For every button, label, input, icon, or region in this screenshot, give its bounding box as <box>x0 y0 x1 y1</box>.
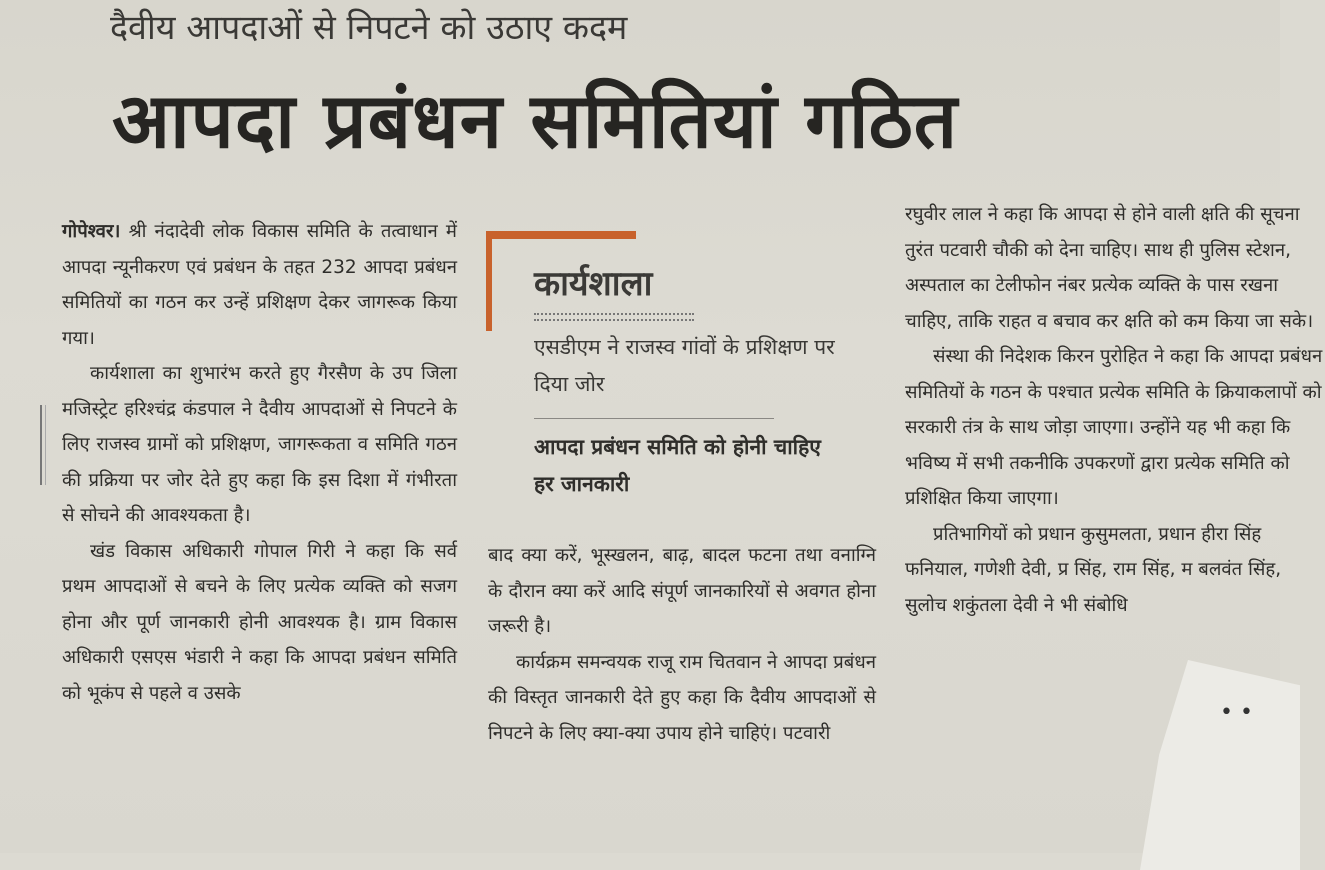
paragraph-5: कार्यक्रम समन्वयक राजू राम चितवान ने आपदा प्रबंधन की विस्तृत जानकारी देते हुए कहा कि दैवीय आपदाओं से निपटने के लिए क्या-क्या उपाय होने चाहिएं। पटवारी <box>488 651 876 744</box>
article-headline: आपदा प्रबंधन समितियां गठित <box>112 76 959 165</box>
dateline: गोपेश्वर। <box>62 221 121 242</box>
paragraph-8: प्रतिभागियों को प्रधान कुसुमलता, प्रधान हीरा सिंह फनियाल, गणेशी देवी, प्र सिंह, राम सिंह, म बलवंत सिंह, सुलोच शकुंतला देवी ने भी संबोधि <box>905 523 1282 616</box>
article-kicker: दैवीय आपदाओं से निपटने को उठाए कदम <box>110 8 628 48</box>
accent-bar-horizontal <box>486 231 636 239</box>
box-title: कार्यशाला <box>534 264 653 304</box>
box-subheading-1: एसडीएम ने राजस्व गांवों के प्रशिक्षण पर दिया जोर <box>534 335 835 396</box>
column-2 <box>488 538 876 751</box>
paragraph-4: बाद क्या करें, भूस्खलन, बाढ़, बादल फटना तथा वनाग्नि के दौरान क्या करें आदि संपूर्ण जानकारियों से अवगत होना जरूरी है। <box>488 545 876 637</box>
paragraph-7: संस्था की निदेशक किरन पुरोहित ने कहा कि आपदा प्रबंधन समितियों के गठन के पश्चात प्रत्येक समिति के क्रियाकलापों को सरकारी तंत्र के साथ जोड़ा जाएगा। उन्होंने यह भी कहा कि भविष्य में सभी तकनीकि उपकरणों द्वारा प्रत्येक समिति को प्रशिक्षित किया जाएगा। <box>905 346 1323 509</box>
box-subheading-2: आपदा प्रबंधन समिति को होनी चाहिए हर जानकारी <box>534 435 821 496</box>
fold-ink-dots: • • <box>1220 700 1253 725</box>
paragraph-3: खंड विकास अधिकारी गोपाल गिरी ने कहा कि सर्व प्रथम आपदाओं से बचने के लिए प्रत्येक व्यक्ति को सजग होना और पूर्ण जानकारी होनी आवश्यक है। ग्राम विकास अधिकारी एसएस भंडारी ने कहा कि आपदा प्रबंधन समिति को भूकंप से पहले व उसके <box>62 540 457 704</box>
paragraph-1 <box>62 214 457 356</box>
folded-corner <box>1140 660 1300 870</box>
column-1 <box>62 214 457 711</box>
paragraph-1-text: श्री नंदादेवी लोक विकास समिति के तत्वाधान में आपदा न्यूनीकरण एवं प्रबंधन के तहत 232 आपदा प्रबंधन समितियों का गठन कर उन्हें प्रशिक्षण देकर जागरूक किया गया। <box>62 221 457 349</box>
box-divider <box>534 418 774 419</box>
paragraph-6: रघुवीर लाल ने कहा कि आपदा से होने वाली क्षति की सूचना तुरंत पटवारी चौकी को देना चाहिए। साथ ही पुलिस स्टेशन, अस्पताल का टेलीफोन नंबर प्रत्येक व्यक्ति के पास रखना चाहिए, ताकि राहत व बचाव कर क्षति को कम किया जा सके। <box>905 204 1314 332</box>
staple-mark <box>40 405 46 485</box>
box-dotted-rule <box>534 313 694 321</box>
column-3 <box>905 197 1325 623</box>
paragraph-2: कार्यशाला का शुभारंभ करते हुए गैरसैण के उप जिला मजिस्ट्रेट हरिश्चंद्र कंडपाल ने दैवीय आपदाओं से निपटने के लिए राजस्व ग्रामों को प्रशिक्षण, जागरूकता व समिति गठन की प्रक्रिया पर जोर देते हुए कहा कि इस दिशा में गंभीरता से सोचने की आवश्यकता है। <box>62 363 457 526</box>
highlight-box <box>486 231 846 521</box>
accent-bar-vertical <box>486 231 492 331</box>
